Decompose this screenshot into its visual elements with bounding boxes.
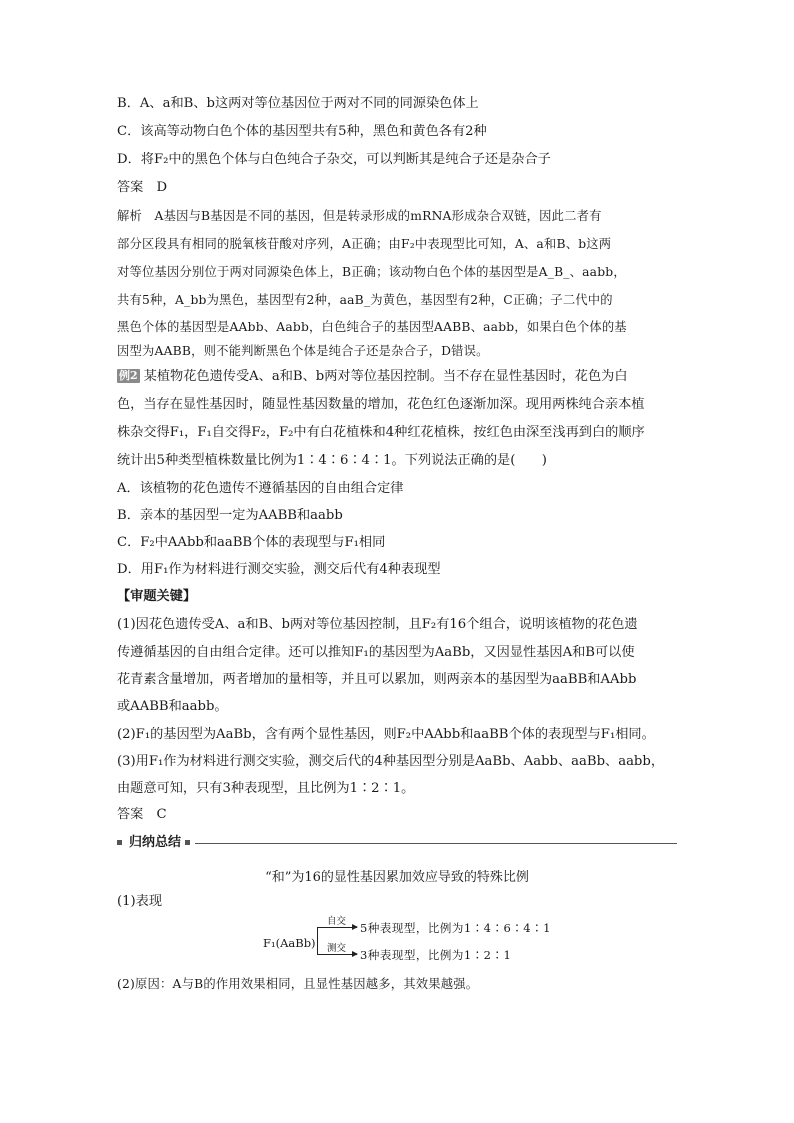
example-line: 统计出5种类型植株数量比例为1∶4∶6∶4∶1。下列说法正确的是( ) [117,453,547,468]
branch-line [317,927,318,954]
key-line: (1)因花色遗传受A、a和B、b两对等位基因控制，且F₂有16个组合，说明该植物的花色遗 [117,617,638,632]
analysis-line: 共有5种，A_bb为黑色，基因型有2种，aaB_为黄色，基因型有2种，C正确；子二代中的 [117,293,613,307]
option-d: D．用F₁作为材料进行测交实验，测交后代有4种表现型 [117,562,441,577]
option-d-top: D．将F₂中的黑色个体与白色纯合子杂交，可以判断其是纯合子还是杂合子 [117,152,551,167]
key-line: (2)F₁的基因型为AaBb，含有两个显性基因，则F₂中AAbb和aaBB个体的表现型与F₁相同。 [117,727,655,742]
self-cross-result: 5种表现型，比例为1∶4∶6∶4∶1 [360,921,551,935]
analysis-line: 黑色个体的基因型是AAbb、Aabb，白色纯合子的基因型AABB、aabb，如果白色个体的基 [117,320,627,334]
f1-genotype: F₁(AaBb) [263,936,316,950]
key-line: 花青素含量增加，两者增加的量相等，并且可以累加，则两亲本的基因型为aaBB和AAbb [117,672,637,687]
key-line: 传遵循基因的自由组合定律。还可以推知F₁的基因型为AaBb，又因显性基因A和B可以使 [117,645,635,660]
analysis-line: 解析 A基因与B基因是不同的基因，但是转录形成的mRNA形成杂合双链，因此二者有 [117,209,602,223]
square-icon [185,840,190,845]
key-line: 或AABB和aabb。 [117,699,228,714]
section-1: (1)表现 [117,894,163,909]
analysis-line: 因型为AABB，则不能判断黑色个体是纯合子还是杂合子，D错误。 [117,344,489,358]
option-b: B．亲本的基因型一定为AABB和aabb [117,508,343,523]
analysis-line: 对等位基因分别位于两对同源染色体上，B正确；该动物白色个体的基因型是A_B_、aabb， [117,265,626,279]
analysis-line: 部分区段具有相同的脱氧核苷酸对序列，A正确；由F₂中表现型比可知，A、a和B、b这两 [117,237,612,251]
option-c-top: C．该高等动物白色个体的基因型共有5种，黑色和黄色各有2种 [117,124,487,139]
option-b-top: B．A、a和B、b这两对等位基因位于两对不同的同源染色体上 [117,96,479,111]
answer-1: 答案 D [117,180,168,195]
arrow-self [317,927,357,928]
option-a: A．该植物的花色遗传不遵循基因的自由组合定律 [117,481,404,496]
self-cross-label: 自交 [327,916,347,927]
summary-subtitle: “和”为16的显性基因累加效应导致的特殊比例 [265,870,529,885]
test-cross-result: 3种表现型，比例为1∶2∶1 [360,948,512,962]
summary-header [117,834,677,852]
option-c: C．F₂中AAbb和aaBB个体的表现型与F₁相同 [117,535,386,550]
example-line: 色，当存在显性基因时，随显性基因数量的增加，花色红色逐渐加深。现用两株纯合亲本植 [117,397,645,412]
key-title: 【审题关键】 [117,589,197,604]
square-icon [117,840,122,845]
key-line: (3)用F₁作为材料进行测交实验，测交后代的4种基因型分别是AaBb、Aabb、aaBb、aabb， [117,754,665,769]
summary-title: 归纳总结 [129,835,182,850]
test-cross-label: 测交 [327,943,347,954]
example-label: 例2 [119,369,138,382]
key-line: 由题意可知，只有3种表现型，且比例为1∶2∶1。 [117,781,415,796]
example-text: 某植物花色遗传受A、a和B、b两对等位基因控制。当不存在显性基因时，花色为白 [143,369,628,384]
divider [195,843,677,844]
cross-diagram [117,912,677,968]
example-first-line [117,368,628,386]
arrow-test [317,954,357,955]
example-line: 株杂交得F₁，F₁自交得F₂，F₂中有白花植株和4种红花植株，按红色由深至浅再到白的顺序 [117,425,645,440]
answer-2: 答案 C [117,807,167,822]
section-2: (2)原因：A与B的作用效果相同，且显性基因越多，其效果越强。 [117,977,479,991]
